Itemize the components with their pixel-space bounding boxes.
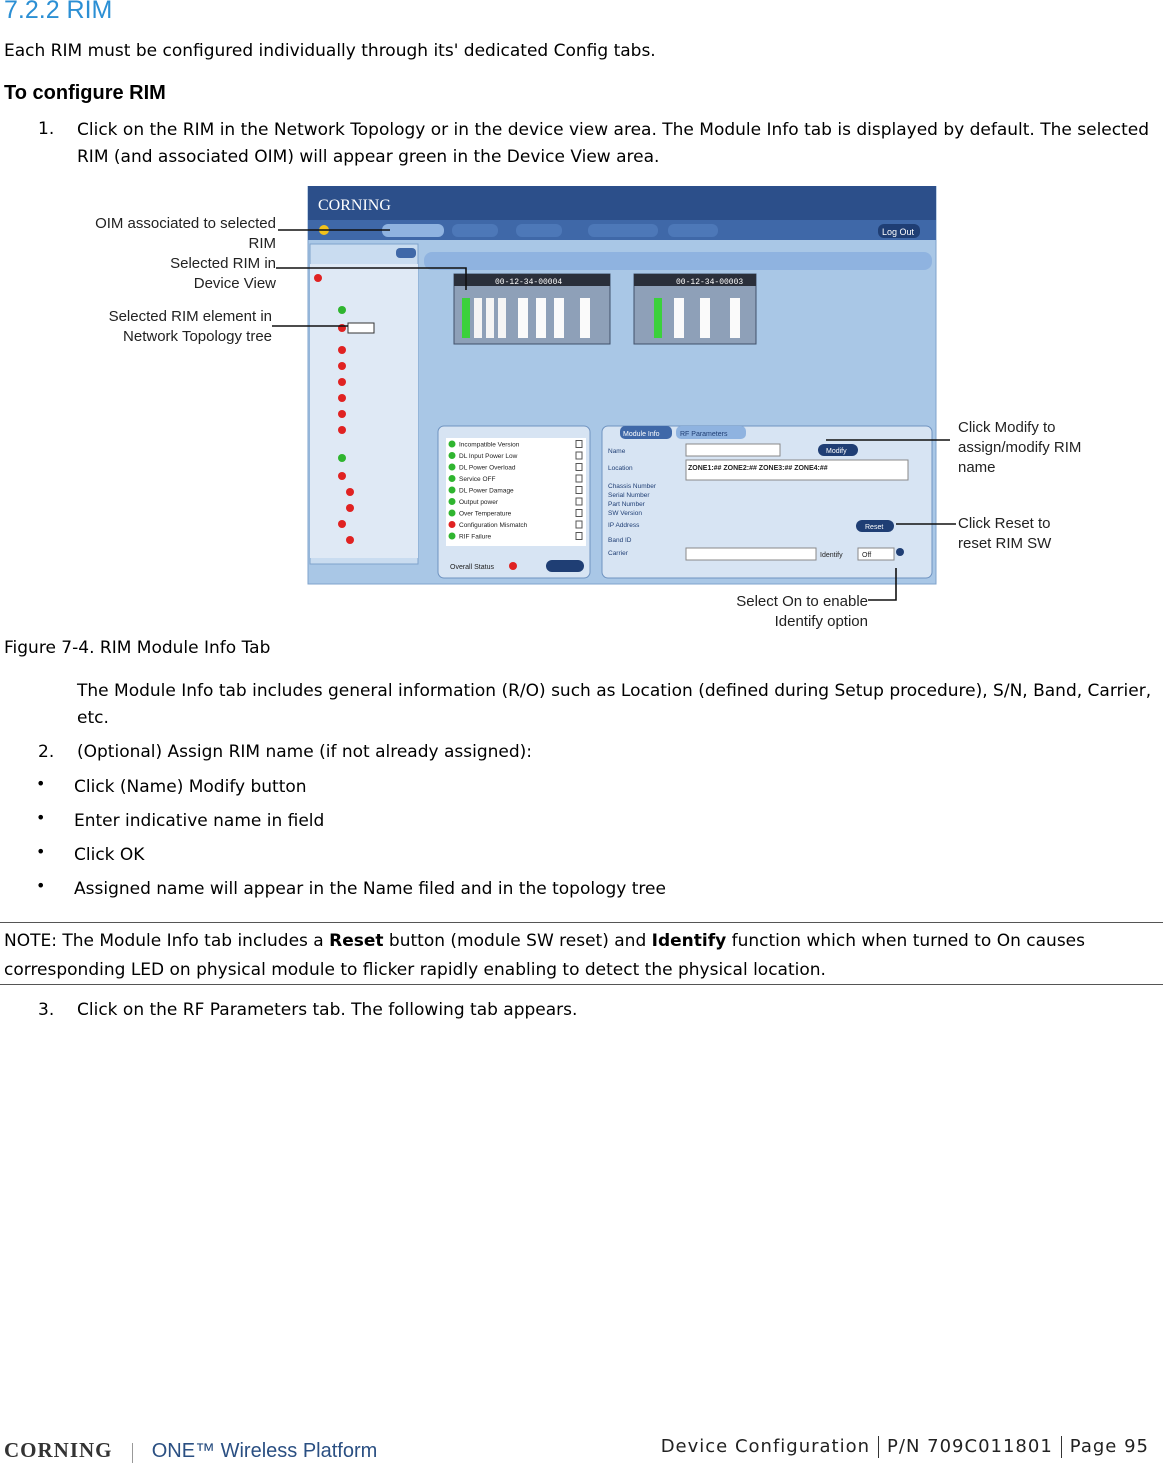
figure-caption: Figure 7-4. RIM Module Info Tab xyxy=(4,638,271,658)
alarm-label: Output power xyxy=(459,499,499,506)
alarm-label: DL Power Damage xyxy=(459,487,514,495)
note-divider-top xyxy=(0,922,1163,923)
alarm-checkbox[interactable] xyxy=(576,487,582,494)
alarm-checkbox[interactable] xyxy=(576,452,582,459)
callout-oim: OIM associated to selected RIM xyxy=(95,215,276,252)
footer-logo xyxy=(4,1438,377,1464)
footer-part-number: P/N 709C011801 xyxy=(887,1436,1053,1457)
note-divider-bottom xyxy=(0,984,1163,985)
alarm-led xyxy=(449,452,456,459)
field-label: SW Version xyxy=(608,510,642,517)
alarm-checkbox[interactable] xyxy=(576,533,582,540)
identify-label: Identify xyxy=(820,552,843,559)
module-info-paragraph: The Module Info tab includes general information (R/O) such as Location (defined during Setup procedure), S/N, Band, Carrier, etc. xyxy=(77,681,1152,728)
step-text: Click on the RF Parameters tab. The following tab appears. xyxy=(77,1000,578,1020)
note: NOTE: The Module Info tab includes a Reset button (module SW reset) and Identify function which when turned to On causes corresponding LED on physical module to flicker rapidly enabling to detect the physical location. xyxy=(4,931,1085,980)
callout-identify: Select On to enable Identify option xyxy=(736,593,868,630)
alarm-led xyxy=(449,475,456,482)
note-reset: Reset xyxy=(329,931,384,951)
step-number: 2. xyxy=(38,742,55,762)
callout-selected-rim: Selected RIM in Device View xyxy=(170,255,276,292)
alarm-led xyxy=(449,533,456,540)
step-text: (Optional) Assign RIM name (if not already assigned): xyxy=(77,742,532,762)
name-field xyxy=(686,444,780,456)
alarm-label: Incompatible Version xyxy=(459,441,520,449)
note-identify: Identify xyxy=(651,931,727,951)
alarm-checkbox[interactable] xyxy=(576,441,582,448)
modify-label: Modify xyxy=(826,448,847,455)
bullet-text: Click (Name) Modify button xyxy=(74,777,307,797)
step-number: 3. xyxy=(38,1000,55,1020)
alarm-label: Configuration Mismatch xyxy=(459,522,528,529)
callout-reset: Click Reset to reset RIM SW xyxy=(958,515,1052,552)
callout-topology: Selected RIM element in Network Topology tree xyxy=(108,308,272,345)
alarm-checkbox[interactable] xyxy=(576,521,582,528)
intro-text: Each RIM must be configured individually through its' dedicated Config tabs. xyxy=(4,41,656,61)
procedure-title: To configure RIM xyxy=(4,82,166,104)
field-label: Name xyxy=(608,448,626,455)
field-label: IP Address xyxy=(608,522,640,529)
alarm-checkbox[interactable] xyxy=(576,464,582,471)
alarm-label: DL Input Power Low xyxy=(459,453,518,460)
step-text: Click on the RIM in the Network Topology or in the device view area. The Module Info tab is displayed by default. The selected RIM (and associated OIM) will appear green in the Device View area. xyxy=(77,120,1150,167)
alarm-led xyxy=(449,441,456,448)
field-label: Serial Number xyxy=(608,492,650,499)
alarm-led xyxy=(449,464,456,471)
field-label: Chassis Number xyxy=(608,483,657,490)
location-value: ZONE1:## ZONE2:## ZONE3:## ZONE4:## xyxy=(688,465,828,472)
callout-modify: Click Modify to assign/modify RIM name xyxy=(958,419,1082,476)
overall-status-label: Overall Status xyxy=(450,564,494,571)
corning-logo: CORNING xyxy=(4,1438,113,1462)
reset-label: Reset xyxy=(865,524,884,531)
rack-label-1: 00-12-34-00004 xyxy=(495,278,563,287)
logout-label: Log Out xyxy=(882,227,915,237)
alarm-checkbox[interactable] xyxy=(576,475,582,482)
footer-page: Page 95 xyxy=(1069,1436,1149,1457)
figure-screenshot xyxy=(90,186,1100,632)
alarm-led xyxy=(449,487,456,494)
alarm-label: RIF Failure xyxy=(459,533,492,541)
alarm-checkbox[interactable] xyxy=(576,510,582,517)
alarm-label: DL Power Overload xyxy=(459,464,516,472)
rack-label-2: 00-12-34-00003 xyxy=(676,278,744,287)
footer-info xyxy=(661,1436,1149,1458)
alarm-led xyxy=(449,510,456,517)
field-label: Band ID xyxy=(608,537,632,544)
alarm-led xyxy=(449,521,456,528)
step-number: 1. xyxy=(38,119,55,139)
alarm-led xyxy=(449,498,456,505)
tab-rf-parameters: RF Parameters xyxy=(680,431,728,438)
section-title: 7.2.2 RIM xyxy=(4,0,113,24)
identify-value: Off xyxy=(862,552,872,559)
app-logo: CORNING xyxy=(318,197,391,214)
field-label: Carrier xyxy=(608,550,628,557)
footer-section: Device Configuration xyxy=(660,1436,871,1457)
bullet-text: Click OK xyxy=(74,845,145,865)
alarm-checkbox[interactable] xyxy=(576,498,582,505)
product-name: ONE™ Wireless Platform xyxy=(151,1440,378,1462)
bullet-text: Enter indicative name in field xyxy=(74,811,325,831)
alarm-label: Service OFF xyxy=(459,476,496,483)
alarm-label: Over Temperature xyxy=(459,510,512,518)
tab-module-info: Module Info xyxy=(623,431,660,438)
field-label: Location xyxy=(608,465,633,472)
bullet-text: Assigned name will appear in the Name filed and in the topology tree xyxy=(74,879,666,899)
field-label: Part Number xyxy=(608,501,645,508)
